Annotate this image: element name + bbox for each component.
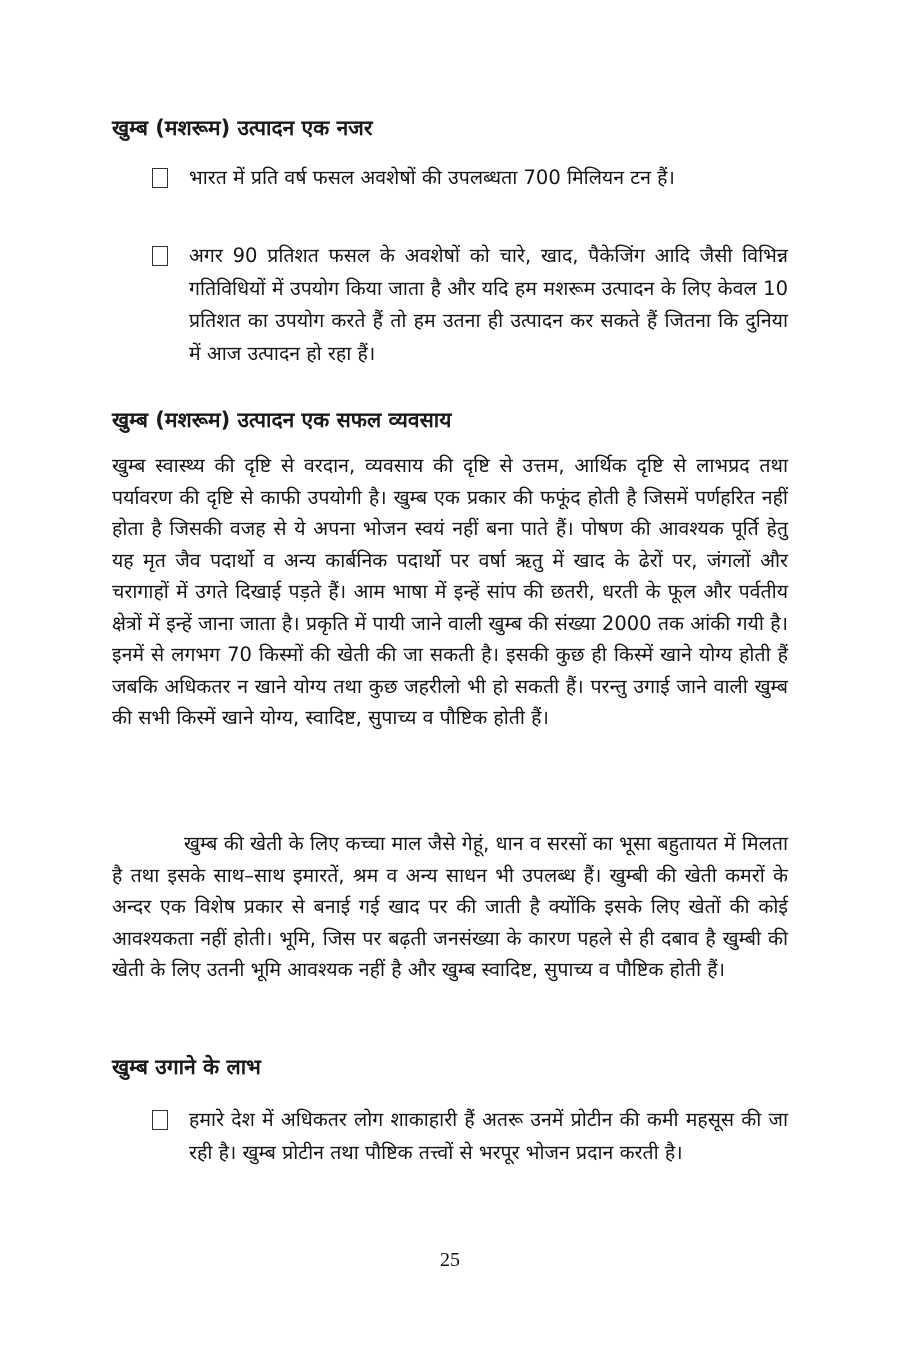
section-heading-business: खुम्ब (मशरूम) उत्पादन एक सफल व्यवसाय xyxy=(112,408,452,432)
body-paragraph: खुम्ब स्वास्थ्य की दृष्टि से वरदान, व्यवसाय की दृष्टि से उत्तम, आर्थिक दृष्टि से लाभप्रद तथा पर्यावरण की दृष्टि से काफी उपयोगी है। खुम्ब एक प्रकार की फफूंद होती है जिसमें पर्णहरित नहीं होता है जिसकी वजह से ये अपना भोजन स्वयं नहीं बना पाते हैं। पोषण की आवश्यक पूर्ति हेतु यह मृत जैव पदार्थो व अन्य कार्बनिक पदार्थो पर वर्षा ऋतु में खाद के ढेरों पर, जंगलों और चरागाहों में उगते दिखाई पड़ते हैं। आम भाषा में इन्हें सांप की छतरी, धरती के फूल और पर्वतीय क्षेत्रों में इन्हें जाना जाता है। प्रकृति में पायी जाने वाली खुम्ब की संख्या 2000 तक आंकी गयी है। इनमें से लगभग 70 किस्मों की खेती की जा सकती है। इसकी कुछ ही किस्में खाने योग्य होती हैं जबकि अधिकतर न खाने योग्य तथा कुछ जहरीलो भी हो सकती हैं। परन्तु उगाई जाने वाली खुम्ब की सभी किस्में खाने योग्य, स्वादिष्ट, सुपाच्य व पौष्टिक होती हैं। xyxy=(112,454,788,729)
bullet-text: भारत में प्रति वर्ष फसल अवशेषों की उपलब्धता 700 मिलियन टन हैं। xyxy=(189,166,675,189)
checkbox-bullet-icon xyxy=(152,1110,168,1130)
bullet-text: अगर 90 प्रतिशत फसल के अवशेषों को चारे, खाद, पैकेजिंग आदि जैसी विभिन्न गतिविधियों में उपयोग किया जाता है और यदि हम मशरूम उत्पादन के लिए केवल 10 प्रतिशत का उपयोग करते हैं तो हम उतना ही उत्पादन कर सकते हैं जितना कि दुनिया में आज उत्पादन हो रहा हैं। xyxy=(189,244,788,365)
bullet-item xyxy=(152,1104,788,1169)
section-heading-benefits: खुम्ब उगाने के लाभ xyxy=(112,1055,261,1079)
body-paragraph: खुम्ब की खेती के लिए कच्चा माल जैसे गेहूं, धान व सरसों का भूसा बहुतायत में मिलता है तथा इसके साथ–साथ इमारतें, श्रम व अन्य साधन भी उपलब्ध हैं। खुम्बी की खेती कमरों के अन्दर एक विशेष प्रकार से बनाई गई खाद पर की जाती है क्योंकि इसके लिए खेतों की कोई आवश्यकता नहीं होती। भूमि, जिस पर बढ़ती जनसंख्या के कारण पहले से ही दबाव है खुम्बी की खेती के लिए उतनी भूमि आवश्यक नहीं है और खुम्ब स्वादिष्ट, सुपाच्य व पौष्टिक होती हैं। xyxy=(112,832,788,981)
bullet-item xyxy=(152,240,788,370)
checkbox-bullet-icon xyxy=(152,168,168,188)
page-number: 25 xyxy=(440,1249,460,1271)
bullet-item xyxy=(152,162,788,195)
section-heading-overview: खुम्ब (मशरूम) उत्पादन एक नजर xyxy=(112,116,373,140)
checkbox-bullet-icon xyxy=(152,246,168,266)
bullet-text: हमारे देश में अधिकतर लोग शाकाहारी हैं अतरू उनमें प्रोटीन की कमी महसूस की जा रही है। खुम्ब प्रोटीन तथा पौष्टिक तत्त्वों से भरपूर भोजन प्रदान करती है। xyxy=(189,1108,788,1164)
